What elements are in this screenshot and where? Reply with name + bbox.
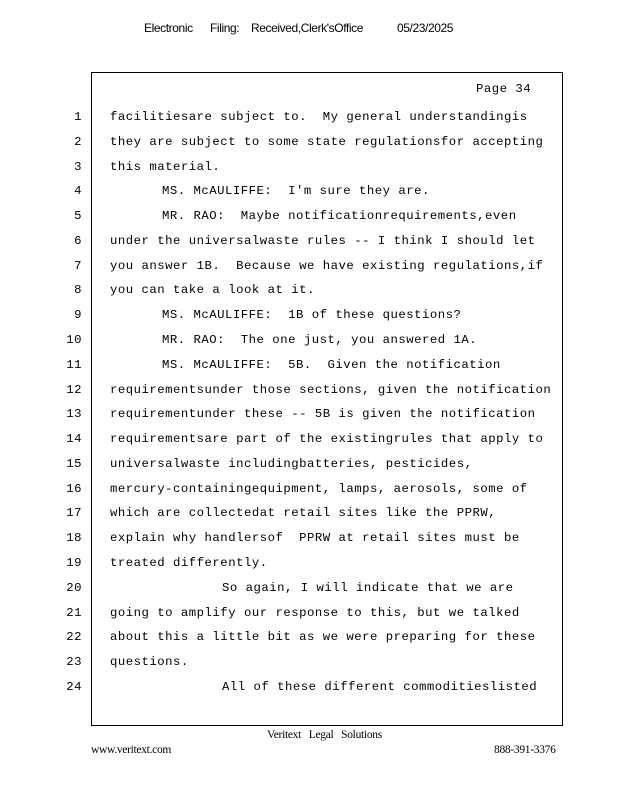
line-number: 9 <box>74 308 82 323</box>
line-number: 17 <box>66 506 82 521</box>
transcript-line <box>0 482 618 502</box>
line-text: requirementunder these -- 5B is given the notification <box>110 407 536 422</box>
transcript-line <box>0 358 618 378</box>
line-text: which are collectedat retail sites like the PPRW, <box>110 506 497 521</box>
transcript-line <box>0 308 618 328</box>
line-number: 10 <box>66 333 82 348</box>
line-text: mercury-containingequipment, lamps, aerosols, some of <box>110 481 528 496</box>
footer-website[interactable]: www.veritext.com <box>91 744 172 756</box>
line-number: 2 <box>74 134 82 149</box>
footer-phone: 888-391-3376 <box>494 744 556 756</box>
line-number: 23 <box>66 655 82 670</box>
line-text: universalwaste includingbatteries, pesticides, <box>110 456 473 471</box>
line-number: 12 <box>66 382 82 397</box>
line-number: 14 <box>66 432 82 447</box>
line-number: 20 <box>66 580 82 595</box>
line-number: 24 <box>66 679 82 694</box>
transcript-line <box>0 432 618 452</box>
transcript-line <box>0 407 618 427</box>
transcript-line <box>0 209 618 229</box>
line-text: they are subject to some state regulationsfor accepting <box>110 134 544 149</box>
line-text: MS. McAULIFFE: 5B. Given the notification <box>162 357 501 372</box>
transcript-line <box>0 283 618 303</box>
transcript-line <box>0 259 618 279</box>
line-number: 7 <box>74 258 82 273</box>
line-text: facilitiesare subject to. My general understandingis <box>110 110 528 124</box>
transcript-line <box>0 333 618 353</box>
line-number: 6 <box>74 233 82 248</box>
transcript-line <box>0 160 618 180</box>
line-text: MR. RAO: The one just, you answered 1A. <box>162 333 478 348</box>
line-text: going to amplify our response to this, but we talked <box>110 605 520 620</box>
filing-label-electronic: Electronic <box>144 21 193 35</box>
footer-company: Veritext Legal Solutions <box>267 729 382 741</box>
line-text: questions. <box>110 655 189 670</box>
line-text: requirementsare part of the existingrules that apply to <box>110 432 544 447</box>
page-number: Page 34 <box>476 82 532 96</box>
line-number: 4 <box>74 184 82 199</box>
line-text: you can take a look at it. <box>110 283 315 298</box>
line-text: MS. McAULIFFE: I'm sure they are. <box>162 184 430 199</box>
line-number: 16 <box>66 481 82 496</box>
line-text: MS. McAULIFFE: 1B of these questions? <box>162 308 462 323</box>
transcript-line <box>0 383 618 403</box>
line-text: requirementsunder those sections, given the notification <box>110 382 552 397</box>
line-number: 8 <box>74 283 82 298</box>
transcript-line <box>0 110 618 130</box>
transcript-line <box>0 630 618 650</box>
line-number: 11 <box>66 357 82 372</box>
line-number: 18 <box>66 531 82 546</box>
line-text: you answer 1B. Because we have existing regulations,if <box>110 258 544 273</box>
line-number: 19 <box>66 556 82 571</box>
transcript-line <box>0 184 618 204</box>
transcript-line <box>0 606 618 626</box>
line-number: 5 <box>74 209 82 224</box>
line-number: 1 <box>74 110 82 124</box>
line-text: under the universalwaste rules -- I think I should let <box>110 233 536 248</box>
line-text: treated differently. <box>110 556 268 571</box>
filing-label-received: Received,Clerk'sOffice <box>251 21 363 35</box>
transcript-line <box>0 531 618 551</box>
transcript-line <box>0 581 618 601</box>
line-number: 22 <box>66 630 82 645</box>
transcript-line <box>0 556 618 576</box>
transcript-line <box>0 655 618 675</box>
transcript-line <box>0 680 618 700</box>
transcript-line <box>0 506 618 526</box>
filing-label-filing: Filing: <box>210 21 240 35</box>
transcript-line <box>0 457 618 477</box>
line-number: 21 <box>66 605 82 620</box>
line-number: 13 <box>66 407 82 422</box>
transcript-line <box>0 135 618 155</box>
line-text: So again, I will indicate that we are <box>222 580 514 595</box>
line-number: 15 <box>66 456 82 471</box>
line-text: this material. <box>110 159 221 174</box>
line-text: All of these different commoditieslisted <box>222 679 538 694</box>
filing-date: 05/23/2025 <box>397 21 454 35</box>
line-number: 3 <box>74 159 82 174</box>
line-text: about this a little bit as we were preparing for these <box>110 630 536 645</box>
line-text: explain why handlersof PPRW at retail sites must be <box>110 531 520 546</box>
line-text: MR. RAO: Maybe notificationrequirements,even <box>162 209 517 224</box>
transcript-line <box>0 234 618 254</box>
